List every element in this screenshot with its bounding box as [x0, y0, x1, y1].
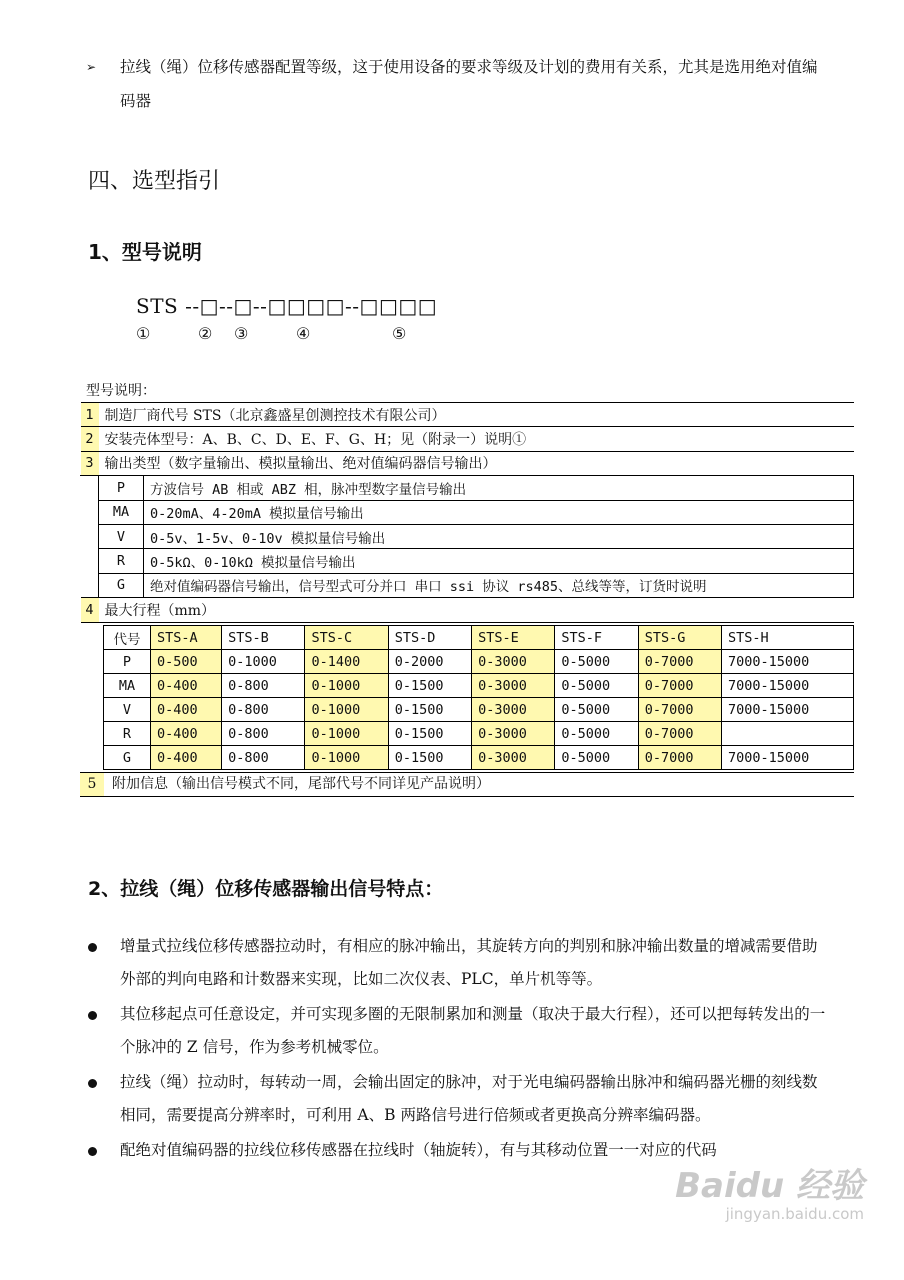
range-cell: 0-7000	[638, 674, 721, 698]
range-cell: 0-800	[222, 746, 305, 770]
spec-table	[80, 402, 854, 623]
range-row	[104, 698, 854, 722]
range-cell	[722, 722, 854, 746]
range-cell: 0-1500	[388, 674, 471, 698]
section-number: 5	[80, 773, 104, 796]
list-item	[86, 998, 826, 1064]
range-cell: 0-5000	[555, 650, 638, 674]
range-cell: G	[104, 746, 151, 770]
range-cell: 0-400	[151, 698, 222, 722]
spec-section-row	[81, 598, 854, 622]
spec-section-row	[81, 427, 854, 451]
model-num-5: ⑤	[392, 324, 407, 343]
output-type-desc: 0-5v、1-5v、0-10v 模拟量信号输出	[144, 524, 854, 548]
section-number: 4	[81, 598, 99, 622]
output-type-desc: 0-20mA、4-20mA 模拟量信号输出	[144, 500, 854, 524]
model-num-4: ④	[296, 324, 311, 343]
model-num-2: ②	[198, 324, 213, 343]
range-cell: 0-400	[151, 674, 222, 698]
list-item-text: 其位移起点可任意设定，并可实现多圈的无限制累加和测量（取决于最大行程），还可以把每转发出的一个脉冲的 Z 信号，作为参考机械零位。	[120, 1005, 826, 1056]
range-header-cell: STS-B	[222, 626, 305, 650]
range-cell: 7000-15000	[722, 650, 854, 674]
range-cell: 0-1500	[388, 746, 471, 770]
output-type-code: MA	[99, 500, 144, 524]
range-cell: 0-1500	[388, 722, 471, 746]
range-cell: 0-3000	[472, 698, 555, 722]
bullet-dot-icon	[88, 1079, 97, 1088]
watermark	[675, 1158, 864, 1223]
list-item-text: 配绝对值编码器的拉线位移传感器在拉线时（轴旋转），有与其移动位置一一对应的代码	[120, 1141, 717, 1159]
spec-section-row	[81, 403, 854, 427]
range-cell: 0-7000	[638, 650, 721, 674]
range-cell: 0-5000	[555, 698, 638, 722]
range-header-cell: STS-C	[305, 626, 388, 650]
range-cell: 0-1400	[305, 650, 388, 674]
spec-section-row	[81, 451, 854, 475]
range-cell: 0-7000	[638, 698, 721, 722]
range-cell: 7000-15000	[722, 746, 854, 770]
output-type-desc: 0-5kΩ、0-10kΩ 模拟量信号输出	[144, 549, 854, 573]
list-item	[86, 930, 826, 996]
range-cell: MA	[104, 674, 151, 698]
range-cell: R	[104, 722, 151, 746]
range-cell: V	[104, 698, 151, 722]
output-type-row	[81, 500, 854, 524]
range-cell: 0-3000	[472, 746, 555, 770]
range-cell: 7000-15000	[722, 674, 854, 698]
watermark-url: jingyan.baidu.com	[725, 1205, 864, 1223]
range-header-cell: 代号	[104, 626, 151, 650]
model-num-3: ③	[234, 324, 249, 343]
range-cell: 0-1000	[305, 746, 388, 770]
range-row	[104, 650, 854, 674]
range-header-cell: STS-A	[151, 626, 222, 650]
range-cell: 0-800	[222, 674, 305, 698]
spec-section-row-5	[80, 772, 854, 797]
range-cell: 0-1000	[305, 698, 388, 722]
arrow-bullet-icon: ➢	[86, 60, 97, 74]
intro-bullet	[86, 50, 826, 118]
subsection-title-model: 1、型号说明	[88, 240, 202, 264]
intro-bullet-text: 拉线（绳）位移传感器配置等级，这于使用设备的要求等级及计划的费用有关系，尤其是选用绝对值编码器	[120, 58, 818, 110]
range-cell: 0-7000	[638, 746, 721, 770]
model-num-1: ①	[136, 324, 151, 343]
max-range-table	[103, 625, 854, 770]
section-text: 制造厂商代号 STS（北京鑫盛星创测控技术有限公司）	[99, 403, 854, 427]
range-cell: 7000-15000	[722, 698, 854, 722]
section-number: 1	[81, 403, 99, 427]
range-header-row	[104, 626, 854, 650]
output-type-row	[81, 573, 854, 597]
bullet-dot-icon	[88, 943, 97, 952]
range-cell: 0-400	[151, 722, 222, 746]
range-header-cell: STS-H	[722, 626, 854, 650]
range-row	[104, 674, 854, 698]
section-number: 3	[81, 451, 99, 475]
section-title: 四、选型指引	[88, 169, 221, 194]
table-caption: 型号说明：	[86, 383, 156, 399]
range-cell: 0-5000	[555, 674, 638, 698]
section-text: 安装壳体型号：A、B、C、D、E、F、G、H；见（附录一）说明①	[99, 427, 854, 451]
output-type-row	[81, 476, 854, 500]
output-type-code: V	[99, 524, 144, 548]
range-cell: 0-2000	[388, 650, 471, 674]
range-row	[104, 746, 854, 770]
range-cell: 0-400	[151, 746, 222, 770]
output-type-desc: 方波信号 AB 相或 ABZ 相，脉冲型数字量信号输出	[144, 476, 854, 500]
list-item	[86, 1066, 826, 1132]
bullet-dot-icon	[88, 1147, 97, 1156]
range-cell: 0-5000	[555, 746, 638, 770]
section-number: 2	[81, 427, 99, 451]
list-item-text: 拉线（绳）拉动时，每转动一周，会输出固定的脉冲，对于光电编码器输出脉冲和编码器光栅的刻线数相同，需要提高分辨率时，可利用 A、B 两路信号进行倍频或者更换高分辨率编码器。	[120, 1073, 818, 1124]
range-cell: 0-7000	[638, 722, 721, 746]
output-type-code: G	[99, 573, 144, 597]
range-cell: 0-800	[222, 698, 305, 722]
section-text: 最大行程（mm）	[99, 598, 854, 622]
range-cell: 0-800	[222, 722, 305, 746]
range-cell: 0-1500	[388, 698, 471, 722]
range-cell: 0-1000	[305, 722, 388, 746]
range-cell: 0-1000	[305, 674, 388, 698]
range-header-cell: STS-G	[638, 626, 721, 650]
model-code: STS --□--□--□□□□--□□□□	[136, 294, 438, 318]
output-type-row	[81, 549, 854, 573]
range-cell: P	[104, 650, 151, 674]
range-cell: 0-500	[151, 650, 222, 674]
output-type-code: R	[99, 549, 144, 573]
range-header-cell: STS-D	[388, 626, 471, 650]
output-type-code: P	[99, 476, 144, 500]
section-text: 输出类型（数字量输出、模拟量输出、绝对值编码器信号输出）	[99, 451, 854, 475]
range-row	[104, 722, 854, 746]
range-cell: 0-1000	[222, 650, 305, 674]
subsection-title-features: 2、拉线（绳）位移传感器输出信号特点：	[88, 878, 444, 900]
range-cell: 0-3000	[472, 722, 555, 746]
list-item-text: 增量式拉线位移传感器拉动时，有相应的脉冲输出，其旋转方向的判别和脉冲输出数量的增减需要借助外部的判向电路和计数器来实现，比如二次仪表、PLC，单片机等等。	[120, 937, 818, 988]
range-cell: 0-3000	[472, 674, 555, 698]
watermark-brand: Baidu 经验	[675, 1166, 864, 1206]
range-cell: 0-5000	[555, 722, 638, 746]
range-header-cell: STS-E	[472, 626, 555, 650]
range-cell: 0-3000	[472, 650, 555, 674]
output-type-desc: 绝对值编码器信号输出，信号型式可分并口 串口 ssi 协议 rs485、总线等等，订货时说明	[144, 573, 854, 597]
feature-list	[86, 930, 826, 1169]
range-header-cell: STS-F	[555, 626, 638, 650]
section-text: 附加信息（输出信号模式不同，尾部代号不同详见产品说明）	[112, 776, 490, 792]
output-type-row	[81, 524, 854, 548]
bullet-dot-icon	[88, 1011, 97, 1020]
